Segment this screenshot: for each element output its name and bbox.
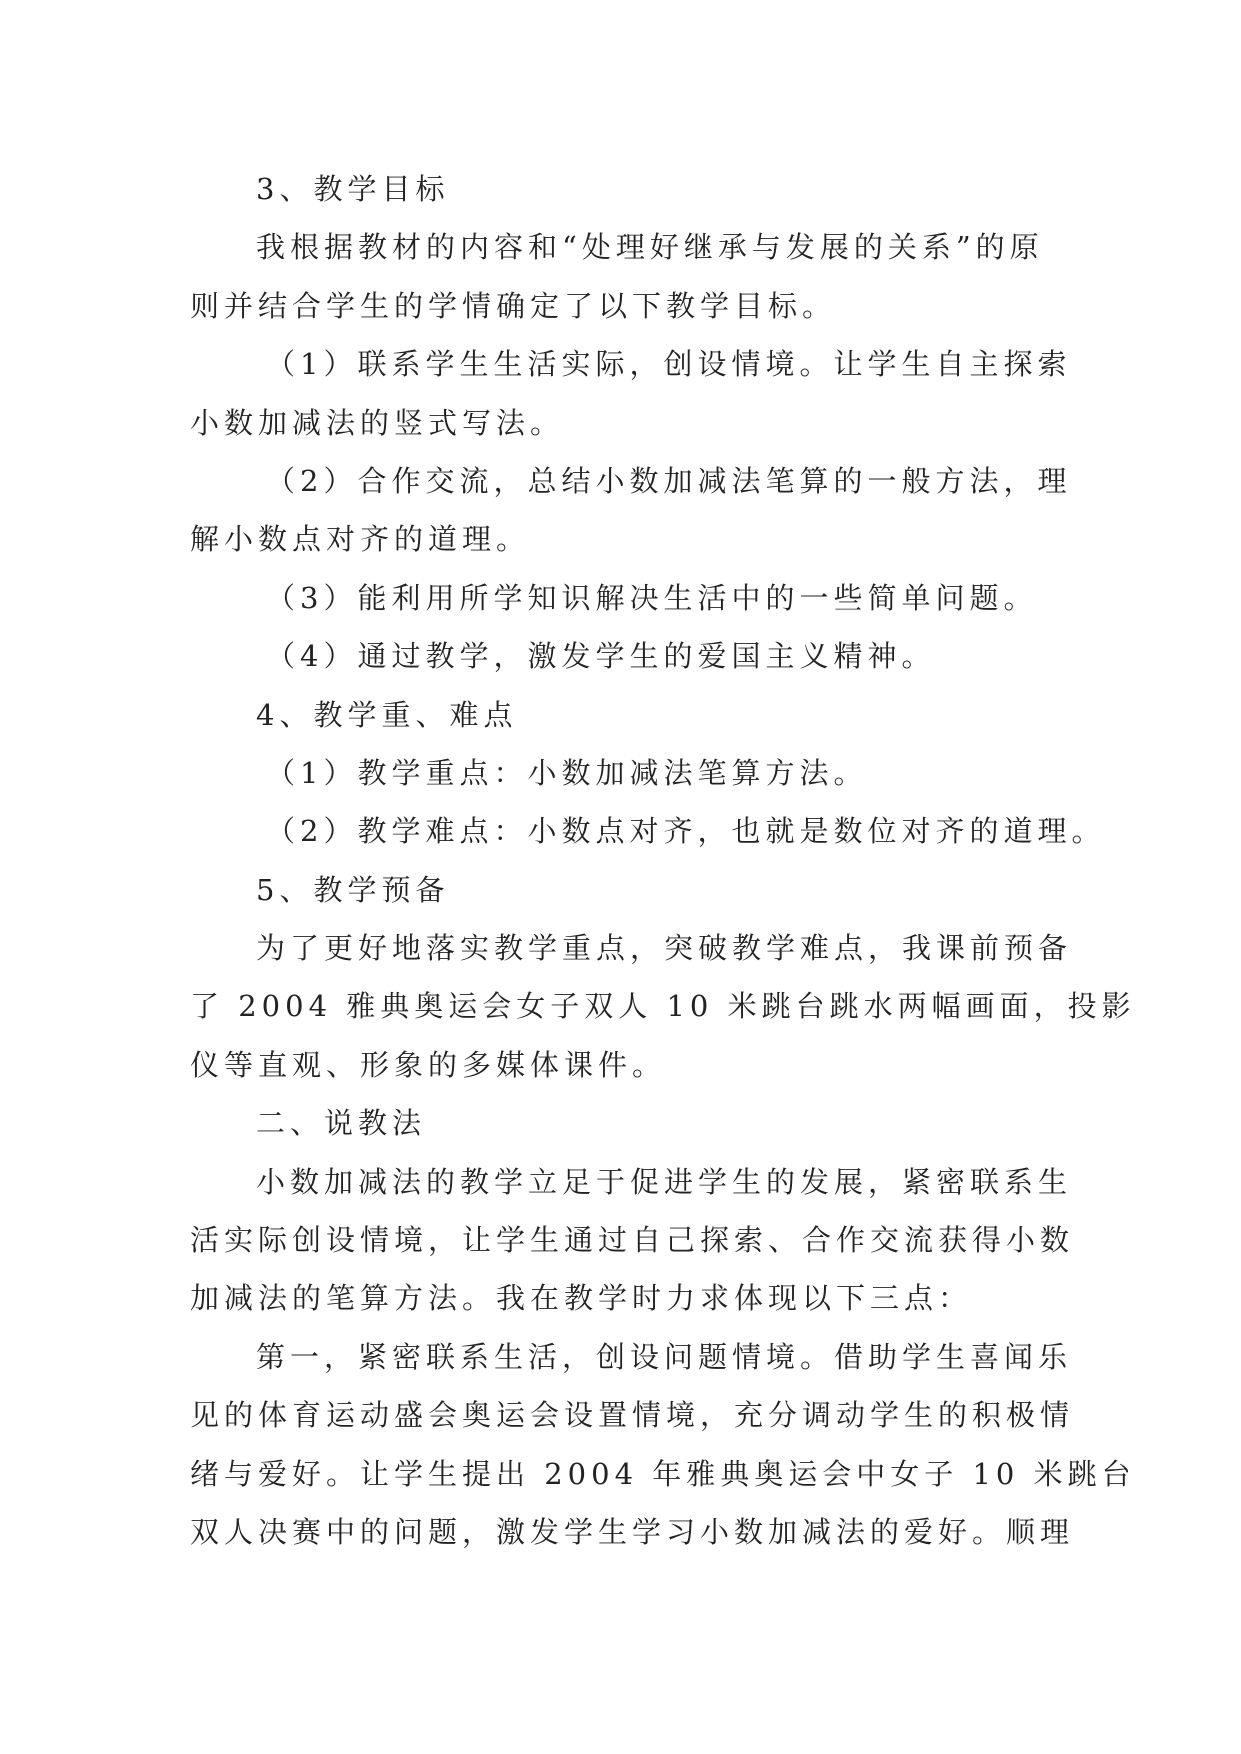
heading-teaching-method: 二、说教法 <box>256 1106 427 1141</box>
objective-item-3: （3）能利用所学知识解决生活中的一些简单问题。 <box>266 580 1038 615</box>
paragraph-line: 绪与爱好。让学生提出 2004 年雅典奥运会中女子 10 米跳台 <box>190 1456 1136 1491</box>
paragraph-line: 为了更好地落实教学重点，突破教学难点，我课前预备 <box>256 931 1073 966</box>
paragraph-line: 则并结合学生的学情确定了以下教学目标。 <box>190 288 837 323</box>
paragraph-line: 解小数点对齐的道理。 <box>190 522 531 557</box>
paragraph-line: 加减法的笔算方法。我在教学时力求体现以下三点： <box>190 1281 973 1316</box>
paragraph-line: 我根据教材的内容和“处理好继承与发展的关系”的原 <box>256 230 1044 265</box>
objective-item-1: （1）联系学生生活实际，创设情境。让学生自主探索 <box>266 347 1072 382</box>
objective-item-2: （2）合作交流，总结小数加减法笔算的一般方法，理 <box>266 463 1072 498</box>
heading-preparation: 5、教学预备 <box>256 872 450 907</box>
objective-item-4: （4）通过教学，激发学生的爱国主义精神。 <box>266 639 936 674</box>
paragraph-line: 了 2004 雅典奥运会女子双人 10 米跳台跳水两幅画面，投影 <box>190 989 1136 1024</box>
heading-key-points: 4、教学重、难点 <box>256 697 518 732</box>
body-text <box>190 160 1136 1561</box>
key-point-item-1: （1）教学重点：小数加减法笔算方法。 <box>266 755 868 790</box>
paragraph-line: 活实际创设情境，让学生通过自己探索、合作交流获得小数 <box>190 1223 1075 1258</box>
paragraph-line: 仪等直观、形象的多媒体课件。 <box>190 1047 667 1082</box>
heading-teaching-objectives: 3、教学目标 <box>256 172 450 206</box>
paragraph-line: 双人决赛中的问题，激发学生学习小数加减法的爱好。顺理 <box>190 1514 1075 1549</box>
paragraph-line: 见的体育运动盛会奥运会设置情境，充分调动学生的积极情 <box>190 1398 1075 1433</box>
key-point-item-2: （2）教学难点：小数点对齐，也就是数位对齐的道理。 <box>266 814 1106 849</box>
paragraph-line: 小数加减法的竖式写法。 <box>190 405 565 440</box>
paragraph-line: 第一，紧密联系生活，创设问题情境。借助学生喜闻乐 <box>256 1339 1073 1374</box>
paragraph-line: 小数加减法的教学立足于促进学生的发展，紧密联系生 <box>256 1164 1073 1199</box>
